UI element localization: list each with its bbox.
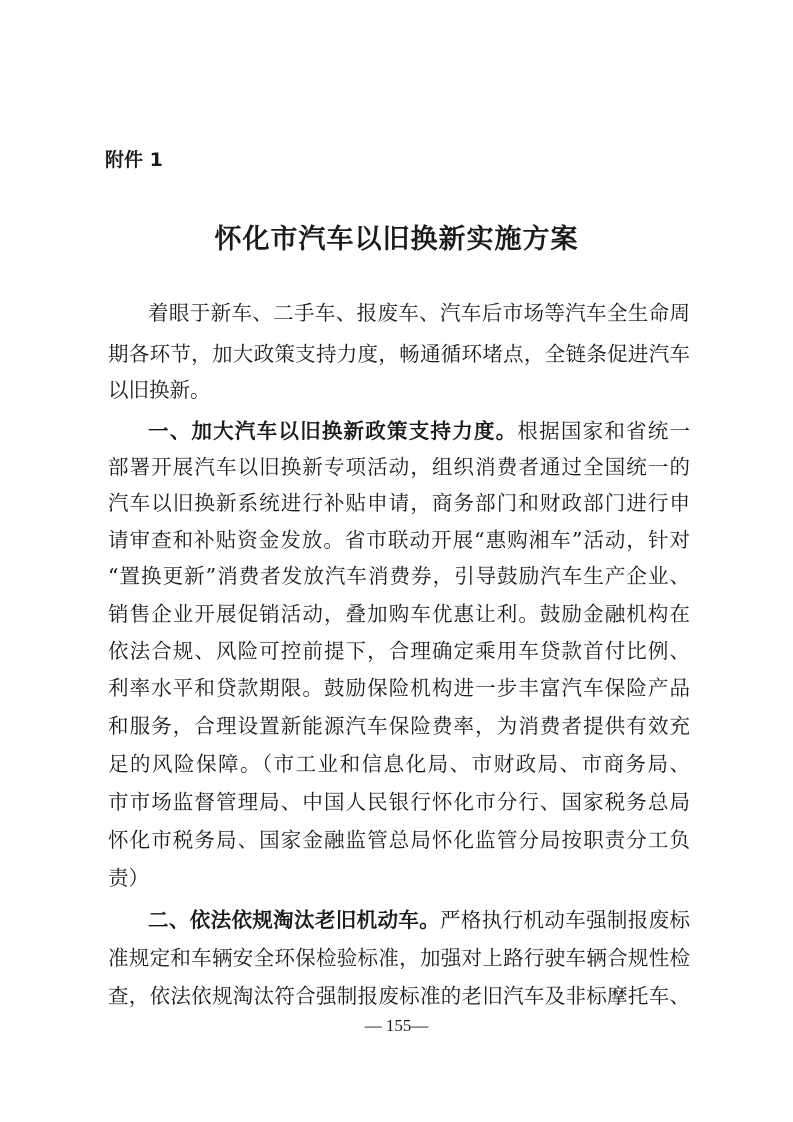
section1-line-6: 销售企业开展促销活动，叠加购车优惠让利。鼓励金融机构在 bbox=[108, 602, 690, 626]
section1-heading: 一、加大汽车以旧换新政策支持力度。 bbox=[148, 419, 518, 443]
section2-line-2: 准规定和车辆安全环保检验标准，加强对上路行驶车辆合规性检 bbox=[108, 946, 690, 970]
section2-first-line bbox=[148, 904, 690, 936]
section1-line-8: 利率水平和贷款期限。鼓励保险机构进一步丰富汽车保险产品 bbox=[108, 676, 690, 700]
section1-line-12: 怀化市税务局、国家金融监管总局怀化监管分局按职责分工负 bbox=[108, 828, 690, 852]
section1-line-4: 请审查和补贴资金发放。省市联动开展“惠购湘车”活动，针对 bbox=[108, 528, 690, 552]
attachment-label: 附件 1 bbox=[105, 149, 163, 171]
section1-line-11: 市市场监督管理局、中国人民银行怀化市分行、国家税务总局 bbox=[108, 790, 690, 814]
section1-first-line-text: 根据国家和省统一 bbox=[517, 419, 691, 443]
intro-line-3: 以旧换新。 bbox=[108, 378, 211, 402]
intro-line-1: 着眼于新车、二手车、报废车、汽车后市场等汽车全生命周 bbox=[148, 301, 690, 325]
section1-line-5: “置换更新”消费者发放汽车消费券，引导鼓励汽车生产企业、 bbox=[108, 564, 690, 588]
intro-line-2: 期各环节，加大政策支持力度，畅通循环堵点，全链条促进汽车 bbox=[108, 342, 690, 366]
section1-line-2: 部署开展汽车以旧换新专项活动，组织消费者通过全国统一的 bbox=[108, 455, 690, 479]
section1-line-7: 依法合规、风险可控前提下，合理确定乘用车贷款首付比例、 bbox=[108, 639, 690, 663]
section1-line-3: 汽车以旧换新系统进行补贴申请，商务部门和财政部门进行申 bbox=[108, 491, 690, 515]
section2-line-3: 查，依法依规淘汰符合强制报废标准的老旧汽车及非标摩托车、 bbox=[108, 984, 690, 1008]
section1-line-13: 责） bbox=[108, 866, 149, 890]
section2-heading: 二、依法依规淘汰老旧机动车。 bbox=[148, 908, 441, 932]
section1-first-line bbox=[148, 415, 690, 447]
page-number: — 155— bbox=[364, 1016, 429, 1035]
section1-line-9: 和服务，合理设置新能源汽车保险费率，为消费者提供有效充 bbox=[108, 714, 690, 738]
section2-first-line-text: 严格执行机动车强制报废标 bbox=[440, 908, 691, 932]
section1-line-10: 足的风险保障。（市工业和信息化局、市财政局、市商务局、 bbox=[108, 752, 690, 776]
document-title: 怀化市汽车以旧换新实施方案 bbox=[214, 224, 579, 255]
